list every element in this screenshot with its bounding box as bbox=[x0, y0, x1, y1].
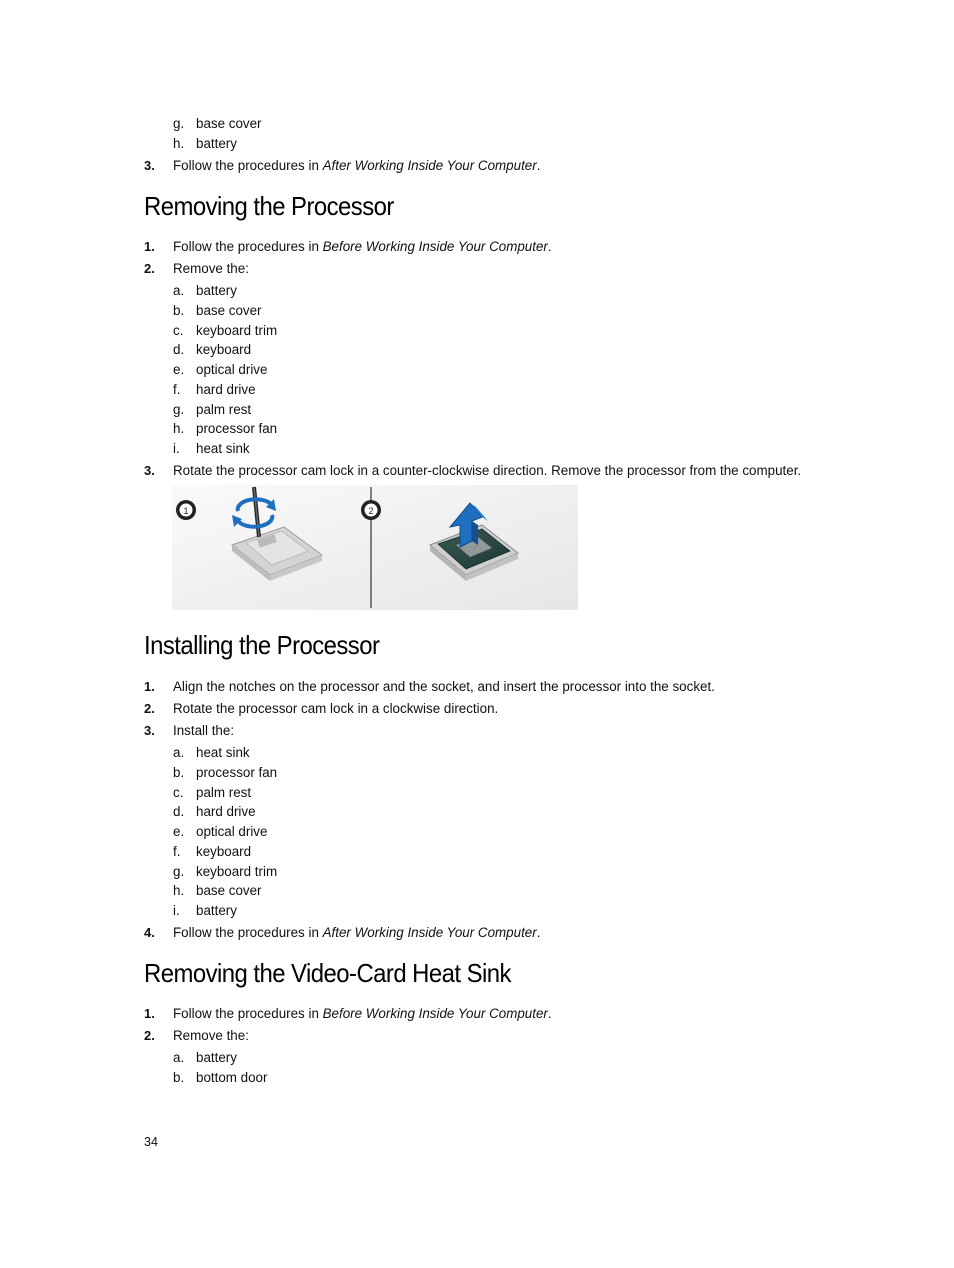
list-item: palm rest bbox=[196, 785, 252, 800]
list-item: heat sink bbox=[196, 745, 250, 760]
procedure-reference-link[interactable]: After Working Inside Your Computer bbox=[322, 925, 537, 940]
list-item: battery bbox=[196, 283, 237, 298]
list-item: battery bbox=[196, 1050, 237, 1065]
procedure-reference-link[interactable]: Before Working Inside Your Computer bbox=[322, 239, 548, 254]
list-letter: h. bbox=[173, 883, 185, 898]
step-text: Rotate the processor cam lock in a counter-clockwise direction. Remove the processor from the computer. bbox=[173, 463, 802, 478]
list-letter: e. bbox=[173, 824, 185, 839]
step-number: 2. bbox=[144, 261, 155, 276]
list-item: heat sink bbox=[196, 441, 250, 456]
list-letter: f. bbox=[173, 382, 181, 397]
page-number: 34 bbox=[144, 1135, 158, 1149]
list-letter: a. bbox=[173, 1050, 185, 1065]
step-number: 1. bbox=[144, 679, 155, 694]
list-letter: g. bbox=[173, 864, 185, 879]
list-letter: b. bbox=[173, 1070, 185, 1085]
list-letter: b. bbox=[173, 765, 185, 780]
list-item: processor fan bbox=[196, 421, 278, 436]
step-number: 1. bbox=[144, 239, 155, 254]
list-letter: b. bbox=[173, 303, 185, 318]
step-number: 3. bbox=[144, 158, 155, 173]
step-text: Follow the procedures in After Working Inside Your Computer. bbox=[173, 158, 541, 173]
list-item: base cover bbox=[196, 883, 262, 898]
list-letter: i. bbox=[173, 903, 180, 918]
section-heading-removing-processor: Removing the Processor bbox=[144, 191, 394, 221]
list-item: processor fan bbox=[196, 765, 278, 780]
list-item: bottom door bbox=[196, 1070, 268, 1085]
step-text: Align the notches on the processor and the socket, and insert the processor into the socket. bbox=[173, 679, 715, 694]
callout-1-badge bbox=[176, 500, 196, 520]
svg-text:1: 1 bbox=[183, 506, 189, 516]
list-item: keyboard trim bbox=[196, 864, 278, 879]
list-letter: f. bbox=[173, 844, 181, 859]
step-number: 3. bbox=[144, 723, 155, 738]
step-text: Follow the procedures in After Working Inside Your Computer. bbox=[173, 925, 541, 940]
list-item: keyboard bbox=[196, 844, 252, 859]
step-text: Remove the: bbox=[173, 1028, 249, 1043]
step-text: Remove the: bbox=[173, 261, 249, 276]
procedure-reference-link[interactable]: After Working Inside Your Computer bbox=[322, 158, 537, 173]
step-number: 2. bbox=[144, 701, 155, 716]
list-item: palm rest bbox=[196, 402, 252, 417]
step-text: Install the: bbox=[173, 723, 235, 738]
section-heading-installing-processor: Installing the Processor bbox=[144, 630, 380, 660]
step-number: 3. bbox=[144, 463, 155, 478]
list-letter: h. bbox=[173, 136, 185, 151]
section-heading-removing-video-card-heat-sink: Removing the Video-Card Heat Sink bbox=[144, 958, 511, 988]
list-letter: a. bbox=[173, 283, 185, 298]
step-number: 1. bbox=[144, 1006, 155, 1021]
callout-2-badge bbox=[361, 500, 381, 520]
list-item: keyboard trim bbox=[196, 323, 278, 338]
list-letter: c. bbox=[173, 323, 184, 338]
step-text: Follow the procedures in Before Working Inside Your Computer. bbox=[173, 239, 552, 254]
list-letter: h. bbox=[173, 421, 185, 436]
processor-removal-figure bbox=[172, 485, 578, 610]
step-text: Follow the procedures in Before Working Inside Your Computer. bbox=[173, 1006, 552, 1021]
list-letter: i. bbox=[173, 441, 180, 456]
list-letter: d. bbox=[173, 804, 185, 819]
list-item: base cover bbox=[196, 116, 262, 131]
svg-text:2: 2 bbox=[368, 506, 374, 516]
list-item: keyboard bbox=[196, 342, 252, 357]
list-letter: e. bbox=[173, 362, 185, 377]
figure-illustration bbox=[172, 485, 578, 610]
step-number: 4. bbox=[144, 925, 155, 940]
list-item: base cover bbox=[196, 303, 262, 318]
list-letter: g. bbox=[173, 116, 185, 131]
procedure-reference-link[interactable]: Before Working Inside Your Computer bbox=[322, 1006, 548, 1021]
list-item: optical drive bbox=[196, 362, 268, 377]
list-item: battery bbox=[196, 903, 237, 918]
list-item: optical drive bbox=[196, 824, 268, 839]
list-item: battery bbox=[196, 136, 237, 151]
step-number: 2. bbox=[144, 1028, 155, 1043]
list-letter: g. bbox=[173, 402, 185, 417]
list-letter: d. bbox=[173, 342, 185, 357]
list-letter: a. bbox=[173, 745, 185, 760]
list-item: hard drive bbox=[196, 804, 256, 819]
list-letter: c. bbox=[173, 785, 184, 800]
step-text: Rotate the processor cam lock in a clockwise direction. bbox=[173, 701, 499, 716]
list-item: hard drive bbox=[196, 382, 256, 397]
